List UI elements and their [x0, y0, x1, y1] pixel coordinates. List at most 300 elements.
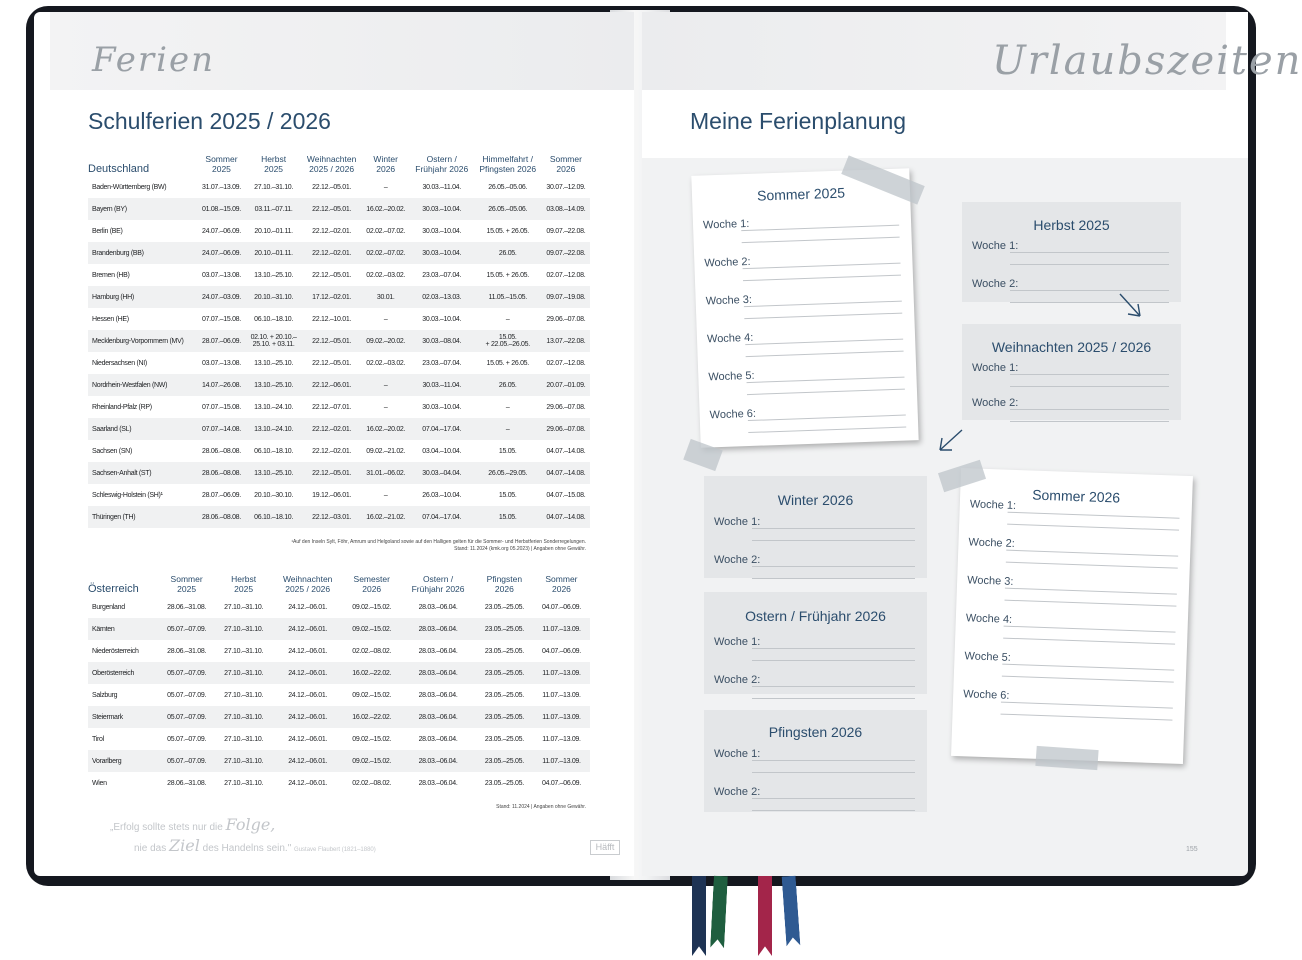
region-name-cell: Burgenland [92, 603, 125, 611]
script-heading-urlaubszeiten: Urlaubszeiten [992, 38, 1302, 84]
week-label: Woche 1: [972, 362, 1019, 374]
date-cell: 04.07.–14.08. [542, 462, 590, 484]
table-row [88, 242, 590, 264]
write-in-line[interactable] [748, 427, 906, 434]
region-name-cell: Bayern (BY) [88, 198, 197, 220]
bookmark-ribbon [758, 876, 772, 956]
date-cell: 05.07.–07.09. [158, 706, 215, 728]
date-cell: 07.04.–17.04. [410, 418, 474, 440]
date-cell: 23.05.–25.05. [484, 603, 524, 611]
date-cell: 27.10.–31.10. [254, 183, 294, 191]
left-page [34, 12, 634, 876]
date-cell: 28.03.–06.04. [400, 662, 476, 684]
box-title: Winter 2026 [777, 492, 854, 508]
date-cell: 24.12.–06.01. [288, 735, 328, 743]
footnote-line: Stand: 11.2024 (kmk.org 05.2023) | Angaben ohne Gewähr. [454, 546, 586, 552]
write-in-line[interactable] [752, 686, 915, 687]
date-cell: 23.05.–25.05. [484, 779, 524, 787]
region-name-cell: Sachsen-Anhalt (ST) [88, 462, 197, 484]
table-row [88, 176, 590, 198]
date-cell: 03.04.–10.04. [422, 447, 462, 455]
date-cell: 11.07.–13.09. [542, 691, 581, 699]
week-label: Woche 1: [972, 240, 1019, 252]
write-in-line[interactable] [752, 772, 915, 773]
date-cell: 28.03.–06.04. [400, 750, 476, 772]
write-in-line[interactable] [747, 389, 905, 396]
week-label: Woche 1: [714, 516, 761, 528]
date-cell: 27.10.–31.10. [224, 779, 264, 787]
write-in-line[interactable] [1006, 562, 1178, 569]
region-name-cell: Thüringen (TH) [88, 506, 197, 528]
date-cell: 28.06.–31.08. [167, 647, 207, 655]
column-header: Sommer 2025 [205, 154, 238, 174]
date-cell: – [383, 315, 388, 323]
date-cell: 13.07.–22.08. [542, 330, 590, 352]
date-cell: 24.12.–06.01. [288, 647, 328, 655]
date-cell: 09.02.–15.02. [343, 750, 400, 772]
date-cell: 09.02.–15.02. [352, 735, 392, 743]
date-cell: 20.10.–01.11. [254, 227, 293, 235]
date-cell: 30.03.–10.04. [410, 242, 474, 264]
date-cell: 20.10.–01.11. [246, 242, 302, 264]
region-name-cell: Oberösterreich [88, 662, 158, 684]
week-label: Woche 5: [964, 650, 1011, 664]
write-in-line[interactable] [752, 660, 915, 661]
box-weihnachten [962, 324, 1181, 420]
column-header: Weihnachten 2025 / 2026 [306, 154, 357, 174]
date-cell: 22.12.–03.01. [302, 506, 362, 528]
date-cell: 26.05.–29.05. [474, 462, 542, 484]
write-in-line[interactable] [752, 798, 915, 799]
table-region-heading: Deutschland [88, 163, 150, 175]
date-cell: – [383, 403, 388, 411]
date-cell: 02.02.–07.02. [366, 227, 406, 235]
date-cell: 13.10.–25.10. [246, 462, 302, 484]
date-cell: 05.07.–07.09. [167, 735, 207, 743]
date-cell: 09.02.–15.02. [352, 603, 392, 611]
region-name-cell: Tirol [92, 735, 104, 743]
table-row [88, 440, 590, 462]
table-row [88, 462, 590, 484]
table-row [88, 220, 590, 242]
column-header: Sommer 2026 [545, 574, 578, 594]
date-cell: 04.07.–06.09. [541, 779, 581, 787]
write-in-line[interactable] [1008, 512, 1180, 519]
write-in-line[interactable] [1002, 664, 1174, 671]
date-cell: 22.12.–05.01. [302, 198, 362, 220]
date-cell: 04.07.–14.08. [542, 506, 590, 528]
date-cell: 13.10.–25.10. [246, 374, 302, 396]
region-name-cell: Berlin (BE) [92, 227, 123, 235]
date-cell: 26.05.–05.06. [488, 183, 528, 191]
date-cell: 24.07.–06.09. [197, 242, 245, 264]
box-winter-2026 [704, 476, 927, 578]
date-cell: 23.03.–07.04. [422, 359, 462, 367]
bookmark-ribbon [692, 876, 706, 956]
date-cell: 16.02.–20.02. [362, 418, 410, 440]
quote [110, 816, 376, 859]
date-cell: 27.10.–31.10. [224, 735, 264, 743]
date-cell: 05.07.–07.09. [158, 662, 215, 684]
write-in-line[interactable] [748, 415, 906, 422]
date-cell: 20.07.–01.09. [542, 374, 590, 396]
date-cell: 06.10.–18.10. [246, 506, 302, 528]
date-cell: 09.07.–22.08. [542, 242, 590, 264]
week-label: Woche 2: [714, 554, 761, 566]
write-in-line[interactable] [1010, 264, 1169, 265]
date-cell: 23.03.–07.04. [422, 271, 462, 279]
date-cell: 13.10.–24.10. [254, 403, 294, 411]
table-row [88, 706, 590, 728]
right-page [642, 12, 1302, 876]
table-row [88, 750, 590, 772]
week-label: Woche 2: [704, 255, 751, 270]
date-cell: 01.08.–15.09. [197, 198, 245, 220]
region-name-cell: Kärnten [88, 618, 158, 640]
date-cell: 22.12.–05.01. [312, 183, 352, 191]
date-cell: 04.07.–06.09. [541, 603, 581, 611]
week-label: Woche 1: [714, 636, 761, 648]
column-header: Herbst 2025 [231, 574, 257, 594]
box-title: Ostern / Frühjahr 2026 [745, 608, 886, 624]
region-name-cell: Wien [92, 779, 107, 787]
date-cell: 02.02.–03.02. [366, 359, 406, 367]
date-cell: 27.10.–31.10. [224, 691, 264, 699]
quote-text: „Erfolg sollte stets nur die [110, 822, 223, 833]
write-in-line[interactable] [1010, 421, 1169, 422]
region-name-cell: Vorarlberg [88, 750, 158, 772]
region-name-cell: Brandenburg (BB) [88, 242, 197, 264]
date-cell: 13.10.–25.10. [254, 271, 294, 279]
date-cell: 02.03.–13.03. [410, 286, 474, 308]
page-title: Meine Ferienplanung [690, 108, 907, 134]
table-row [88, 286, 590, 308]
write-in-line[interactable] [744, 313, 902, 320]
date-cell: 02.02.–03.02. [366, 271, 406, 279]
date-cell: 02.07.–12.08. [546, 271, 586, 279]
date-cell: 26.03.–10.04. [422, 491, 462, 499]
date-cell: 27.10.–31.10. [224, 647, 264, 655]
date-cell: 23.05.–25.05. [484, 735, 524, 743]
germany-holiday-table [88, 154, 590, 528]
table-row [88, 330, 590, 352]
write-in-line[interactable] [1004, 626, 1176, 633]
box-pfingsten-2026 [704, 710, 927, 812]
box-title: Weihnachten 2025 / 2026 [991, 339, 1152, 355]
table-row [88, 396, 590, 418]
date-cell: 02.10. + 20.10.– 25.10. + 03.11. [246, 330, 302, 352]
date-cell: 28.03.–06.04. [400, 706, 476, 728]
date-cell: 16.02.–21.02. [362, 506, 410, 528]
write-in-line[interactable] [752, 648, 915, 649]
table-row [88, 662, 590, 684]
note-card-sommer-2026 [951, 468, 1193, 764]
date-cell: 05.07.–07.09. [158, 618, 215, 640]
date-cell: 28.06.–08.08. [197, 462, 245, 484]
date-cell: 30.03.–11.04. [410, 374, 474, 396]
bookmark-ribbon [710, 876, 728, 949]
region-name-cell: Niedersachsen (NI) [92, 359, 147, 367]
region-name-cell: Niederösterreich [92, 647, 139, 655]
date-cell: 03.07.–13.08. [202, 359, 241, 367]
column-header: Weihnachten 2025 / 2026 [282, 574, 333, 594]
date-cell: 20.10.–31.10. [246, 286, 302, 308]
arrow-down-left-icon [934, 426, 966, 456]
date-cell: 28.06.–31.08. [167, 779, 207, 787]
write-in-line[interactable] [743, 275, 901, 282]
write-in-line[interactable] [1010, 252, 1169, 253]
quote-text: des Handelns sein." [202, 843, 292, 854]
date-cell: 15.05. [498, 491, 517, 499]
date-cell: 22.12.–05.01. [302, 330, 362, 352]
date-cell: 22.12.–07.01. [312, 403, 352, 411]
write-in-line[interactable] [1005, 588, 1177, 595]
arrow-down-right-icon [1116, 290, 1146, 324]
date-cell: 23.05.–25.05. [476, 662, 533, 684]
table-row [88, 198, 590, 220]
date-cell: 23.05.–25.05. [484, 647, 524, 655]
box-herbst-2025 [962, 202, 1181, 302]
table-row [88, 772, 590, 794]
date-cell: 29.06.–07.08. [546, 403, 586, 411]
write-in-line[interactable] [1010, 409, 1169, 410]
footnote-line: ¹Auf den Inseln Sylt, Föhr, Amrum und Helgoland sowie auf den Halligen gelten für die Sommer- und Herbstferien Sonderregelungen. [291, 539, 586, 545]
week-label: Woche 1: [969, 498, 1017, 512]
write-in-line[interactable] [742, 237, 900, 244]
date-cell: 15.05. + 26.05. [486, 271, 529, 279]
column-header: Pfingsten 2026 [486, 574, 523, 594]
write-in-line[interactable] [752, 698, 915, 699]
table-row [88, 506, 590, 528]
date-cell: 30.03.–11.04. [422, 183, 461, 191]
austria-holiday-table [88, 574, 590, 794]
footnote [234, 539, 586, 553]
date-cell: 28.06.–08.08. [202, 447, 241, 455]
write-in-line[interactable] [1007, 524, 1179, 531]
write-in-line[interactable] [752, 760, 915, 761]
page-number: 155 [1186, 846, 1198, 853]
date-cell: 09.02.–15.02. [343, 618, 400, 640]
region-name-cell: Steiermark [88, 706, 158, 728]
date-cell: 28.03.–06.04. [418, 691, 458, 699]
week-label: Woche 6: [709, 407, 757, 422]
date-cell: 09.02.–20.02. [362, 330, 410, 352]
date-cell: 02.02.–07.02. [362, 242, 410, 264]
date-cell: 28.03.–06.04. [418, 603, 458, 611]
date-cell: 03.08.–14.09. [542, 198, 590, 220]
week-label: Woche 5: [708, 369, 755, 384]
date-cell: 28.03.–06.04. [418, 735, 458, 743]
date-cell: 14.07.–26.08. [197, 374, 245, 396]
column-header: Semester 2026 [353, 574, 390, 594]
date-cell: 11.05.–15.05. [474, 286, 542, 308]
date-cell: 13.10.–25.10. [254, 359, 294, 367]
box-title: Herbst 2025 [1033, 217, 1110, 233]
table-row [88, 728, 590, 750]
write-in-line[interactable] [752, 810, 915, 811]
date-cell: 27.10.–31.10. [215, 706, 272, 728]
column-header: Sommer 2025 [170, 574, 203, 594]
date-cell: 30.03.–10.04. [410, 198, 474, 220]
write-in-line[interactable] [752, 578, 915, 579]
date-cell: 02.07.–12.08. [546, 359, 586, 367]
date-cell: 23.05.–25.05. [476, 706, 533, 728]
script-heading-ferien: Ferien [92, 40, 215, 80]
write-in-line[interactable] [746, 351, 904, 358]
write-in-line[interactable] [745, 339, 903, 346]
date-cell: 07.07.–15.08. [202, 315, 241, 323]
write-in-line[interactable] [741, 225, 899, 232]
date-cell: 27.10.–31.10. [215, 618, 272, 640]
date-cell: 03.11.–07.11. [246, 198, 302, 220]
date-cell: – [362, 374, 410, 396]
write-in-line[interactable] [752, 566, 915, 567]
date-cell: 07.07.–15.08. [202, 403, 241, 411]
table-header-row [88, 154, 590, 176]
date-cell: 22.12.–05.01. [312, 359, 352, 367]
column-header: Ostern / Frühjahr 2026 [415, 154, 469, 174]
date-cell: 30.03.–10.04. [422, 403, 462, 411]
note-title: Sommer 2025 [756, 184, 846, 204]
date-cell: 05.07.–07.09. [158, 750, 215, 772]
footnote: Stand: 11.2024 | Angaben ohne Gewähr. [496, 804, 586, 810]
date-cell: – [474, 418, 542, 440]
date-cell: 22.12.–02.01. [312, 227, 352, 235]
week-label: Woche 3: [966, 574, 1014, 588]
tape-strip [1035, 746, 1098, 770]
date-cell: 26.05. [474, 374, 542, 396]
note-card-sommer-2025 [691, 168, 918, 447]
date-cell: 22.12.–02.01. [302, 418, 362, 440]
date-cell: 15.05. [474, 506, 542, 528]
box-title: Pfingsten 2026 [768, 724, 863, 740]
write-in-line[interactable] [752, 540, 915, 541]
region-name-cell: Bremen (HB) [92, 271, 130, 279]
date-cell: 24.12.–06.01. [272, 662, 343, 684]
brand-logo: Häfft [590, 840, 620, 855]
region-name-cell: Saarland (SL) [88, 418, 197, 440]
write-in-line[interactable] [1004, 600, 1176, 607]
date-cell: 22.12.–10.01. [312, 315, 352, 323]
date-cell: – [383, 491, 388, 499]
date-cell: 23.05.–25.05. [484, 691, 524, 699]
date-cell: 16.02.–22.02. [343, 662, 400, 684]
date-cell: 24.12.–06.01. [288, 779, 328, 787]
region-name-cell: Sachsen (SN) [92, 447, 132, 455]
date-cell: 26.05. [474, 242, 542, 264]
date-cell: 11.07.–13.09. [533, 618, 590, 640]
date-cell: 09.02.–21.02. [366, 447, 406, 455]
table-region-heading: Österreich [88, 583, 139, 595]
write-in-line[interactable] [744, 301, 902, 308]
date-cell: 07.07.–14.08. [197, 418, 245, 440]
date-cell: 20.10.–30.10. [254, 491, 294, 499]
column-header: Winter 2026 [373, 154, 398, 174]
date-cell: 27.10.–31.10. [215, 662, 272, 684]
date-cell: 11.07.–13.09. [542, 735, 581, 743]
date-cell: 02.02.–08.02. [352, 779, 392, 787]
table-row [88, 640, 590, 662]
date-cell: 31.01.–06.02. [362, 462, 410, 484]
date-cell: 28.07.–06.09. [202, 491, 241, 499]
table-row [88, 418, 590, 440]
date-cell: 30.03.–10.04. [422, 227, 462, 235]
date-cell: 24.07.–06.09. [202, 227, 241, 235]
date-cell: 23.05.–25.05. [476, 618, 533, 640]
date-cell: 15.05. [498, 447, 517, 455]
write-in-line[interactable] [1001, 702, 1173, 709]
date-cell: – [505, 315, 510, 323]
week-label: Woche 6: [962, 688, 1010, 702]
write-in-line[interactable] [1002, 676, 1174, 683]
date-cell: 22.12.–06.01. [302, 374, 362, 396]
date-cell: 09.07.–19.08. [542, 286, 590, 308]
date-cell: 24.12.–06.01. [272, 750, 343, 772]
table-row [88, 352, 590, 374]
date-cell: 22.12.–02.01. [312, 447, 352, 455]
date-cell: 17.12.–02.01. [302, 286, 362, 308]
region-name-cell: Hessen (HE) [92, 315, 129, 323]
date-cell: – [505, 403, 510, 411]
date-cell: 30.03.–08.04. [410, 330, 474, 352]
quote-script-word: Ziel [169, 836, 200, 855]
date-cell: 09.02.–15.02. [352, 691, 392, 699]
write-in-line[interactable] [1010, 374, 1169, 375]
date-cell: 15.05. + 26.05. [486, 359, 529, 367]
date-cell: 06.10.–18.10. [254, 447, 294, 455]
date-cell: 02.02.–08.02. [352, 647, 392, 655]
date-cell: 30.01. [362, 286, 410, 308]
date-cell: 04.07.–06.09. [541, 647, 581, 655]
table-row [88, 596, 590, 618]
quote-script-word: Folge, [225, 815, 276, 834]
table-row [88, 684, 590, 706]
table-row [88, 308, 590, 330]
write-in-line[interactable] [1001, 714, 1173, 721]
page-title: Schulferien 2025 / 2026 [88, 108, 331, 134]
bookmark-ribbon [782, 876, 801, 947]
write-in-line[interactable] [1003, 638, 1175, 645]
date-cell: 29.06.–07.08. [542, 418, 590, 440]
date-cell: 24.12.–06.01. [272, 706, 343, 728]
write-in-line[interactable] [743, 263, 901, 270]
region-name-cell: Hamburg (HH) [88, 286, 197, 308]
week-label: Woche 4: [706, 331, 754, 346]
date-cell: 22.12.–05.01. [312, 271, 352, 279]
write-in-line[interactable] [752, 528, 915, 529]
quote-line-1 [110, 816, 376, 837]
date-cell: 24.07.–03.09. [197, 286, 245, 308]
column-header: Himmelfahrt / Pfingsten 2026 [479, 154, 537, 174]
date-cell: 28.06.–08.08. [197, 506, 245, 528]
date-cell: 28.06.–31.08. [167, 603, 207, 611]
write-in-line[interactable] [1010, 386, 1169, 387]
week-label: Woche 4: [965, 612, 1013, 626]
date-cell: 06.10.–18.10. [254, 315, 294, 323]
week-label: Woche 2: [972, 278, 1019, 290]
date-cell: 22.12.–02.01. [302, 242, 362, 264]
date-cell: 24.12.–06.01. [288, 691, 328, 699]
date-cell: 30.03.–10.04. [422, 315, 462, 323]
date-cell: 29.06.–07.08. [546, 315, 586, 323]
date-cell: 28.03.–06.04. [418, 779, 458, 787]
date-cell: 05.07.–07.09. [167, 691, 207, 699]
write-in-line[interactable] [1006, 550, 1178, 557]
date-cell: 30.03.–04.04. [410, 462, 474, 484]
date-cell: 26.05.–05.06. [474, 198, 542, 220]
week-label: Woche 2: [714, 786, 761, 798]
write-in-line[interactable] [747, 377, 905, 384]
